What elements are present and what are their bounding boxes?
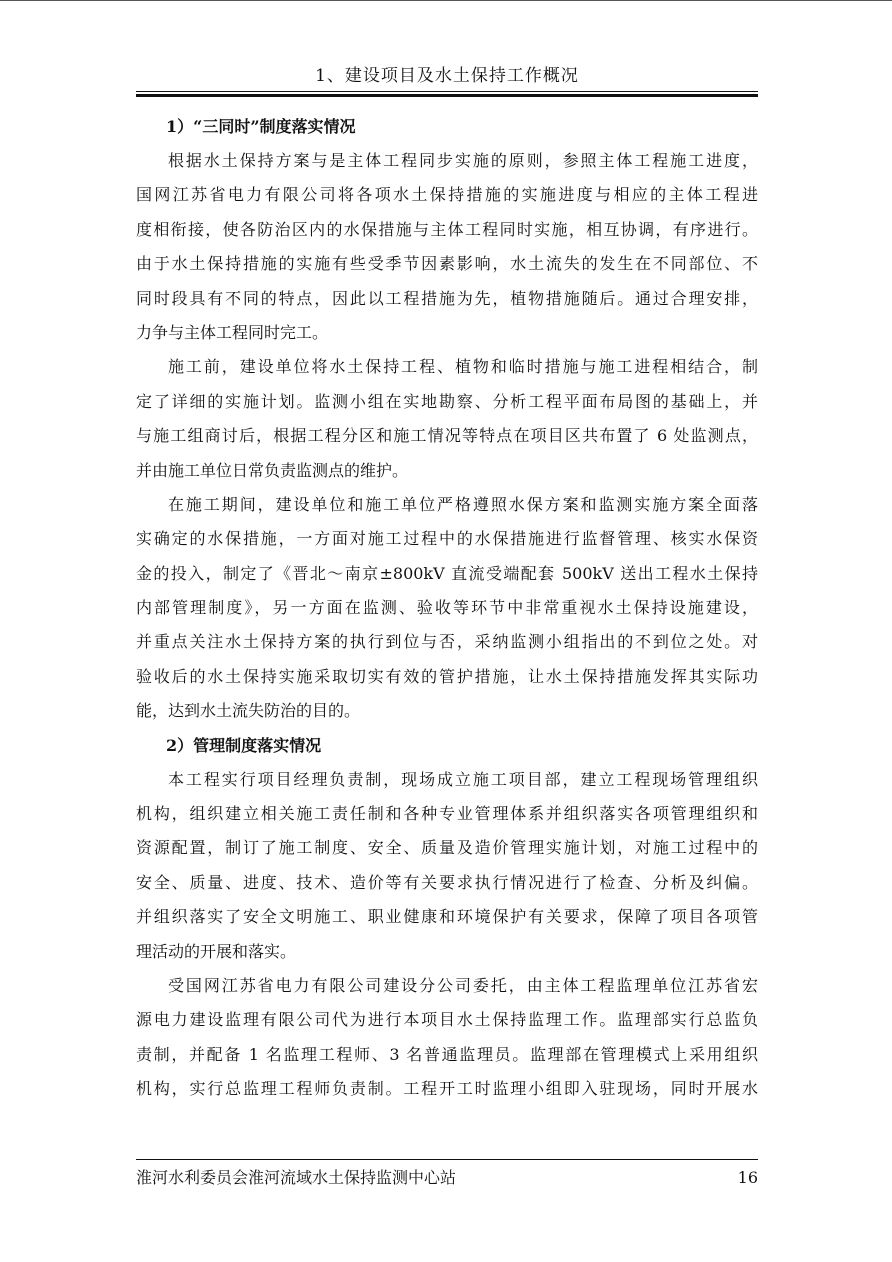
section-heading: 2）管理制度落实情况 <box>166 735 322 755</box>
paragraph-line: 内部管理制度》，另一方面在监测、验收等环节中非常重视水土保持设施建设， <box>136 598 758 618</box>
paragraph-line: 金的投入，制定了《晋北～南京±800kV 直流受端配套 500kV 送出工程水土保持 <box>136 563 758 583</box>
paragraph-line: 同时段具有不同的特点，因此以工程措施为先，植物措施随后。通过合理安排， <box>136 288 758 308</box>
header-rule-thin <box>136 91 758 92</box>
paragraph-line: 并重点关注水土保持方案的执行到位与否，采纳监测小组指出的不到位之处。对 <box>136 632 758 652</box>
paragraph-line: 验收后的水土保持实施采取切实有效的管护措施，让水土保持措施发挥其实际功 <box>136 666 758 686</box>
page-top-border <box>0 0 892 1</box>
paragraph-line: 定了详细的实施计划。监测小组在实地勘察、分析工程平面布局图的基础上，并 <box>136 391 758 411</box>
paragraph-line: 与施工组商讨后，根据工程分区和施工情况等特点在项目区共布置了 6 处监测点， <box>136 426 758 446</box>
paragraph <box>136 488 758 729</box>
paragraph-line: 本工程实行项目经理负责制，现场成立施工项目部，建立工程现场管理组织 <box>168 769 758 789</box>
paragraph-line: 并组织落实了安全文明施工、职业健康和环境保护有关要求，保障了项目各项管 <box>136 907 758 927</box>
paragraph-line: 责制，并配备 1 名监理工程师、3 名普通监理员。监理部在管理模式上采用组织 <box>136 1044 758 1064</box>
paragraph-line: 力争与主体工程同时完工。 <box>136 322 329 342</box>
paragraph-line: 由于水土保持措施的实施有些受季节因素影响，水土流失的发生在不同部位、不 <box>136 254 758 274</box>
paragraph-line: 安全、质量、进度、技术、造价等有关要求执行情况进行了检查、分析及纠偏。 <box>136 872 758 892</box>
paragraph-line: 根据水土保持方案与是主体工程同步实施的原则，参照主体工程施工进度， <box>168 151 758 170</box>
footer-rule <box>136 1159 758 1160</box>
paragraph-line: 在施工期间，建设单位和施工单位严格遵照水保方案和监测实施方案全面落 <box>168 494 758 514</box>
paragraph-line: 机构，实行总监理工程师负责制。工程开工时监理小组即入驻现场，同时开展水 <box>136 1079 758 1099</box>
paragraph-line: 国网江苏省电力有限公司将各项水土保持措施的实施进度与相应的主体工程进 <box>136 185 758 205</box>
paragraph-line: 资源配置，制订了施工制度、安全、质量及造价管理实施计划，对施工过程中的 <box>136 838 758 858</box>
page-number: 16 <box>737 1168 758 1187</box>
paragraph-line: 机构，组织建立相关施工责任制和各种专业管理体系并组织落实各项管理组织和 <box>136 804 758 824</box>
body-text <box>136 110 758 1107</box>
header-rule-thick <box>136 94 758 97</box>
footer-organization: 淮河水利委员会淮河流域水土保持监测中心站 <box>136 1168 457 1187</box>
paragraph <box>136 763 758 969</box>
paragraph-line: 度相衔接，使各防治区内的水保措施与主体工程同时实施，相互协调，有序进行。 <box>136 219 758 239</box>
paragraph <box>136 969 758 1107</box>
paragraph-line: 受国网江苏省电力有限公司建设分公司委托，由主体工程监理单位江苏省宏 <box>168 975 758 995</box>
paragraph-line: 并由施工单位日常负责监测点的维护。 <box>136 460 409 480</box>
paragraph-line: 实确定的水保措施，一方面对施工过程中的水保措施进行监督管理、核实水保资 <box>136 529 758 549</box>
paragraph-line: 能，达到水土流失防治的目的。 <box>136 701 361 721</box>
paragraph <box>136 144 758 350</box>
paragraph-line: 施工前，建设单位将水土保持工程、植物和临时措施与施工进程相结合，制 <box>168 357 758 377</box>
paragraph-line: 源电力建设监理有限公司代为进行本项目水土保持监理工作。监理部实行总监负 <box>136 1010 758 1030</box>
section-heading: 1）“三同时”制度落实情况 <box>166 117 356 136</box>
paragraph-line: 理活动的开展和落实。 <box>136 941 297 961</box>
paragraph <box>136 350 758 488</box>
running-header: 1、建设项目及水土保持工作概况 <box>315 66 579 86</box>
